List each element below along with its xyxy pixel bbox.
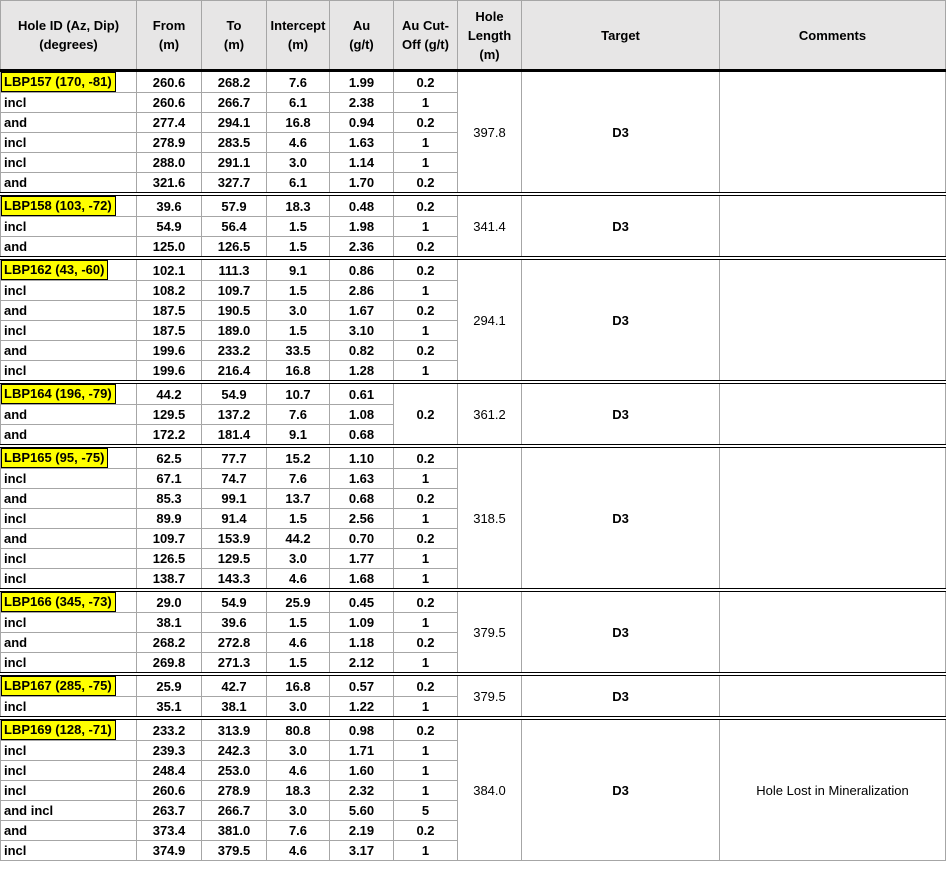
hole-length-cell: 384.0 — [458, 718, 522, 861]
from-cell: 38.1 — [137, 613, 202, 633]
target-cell: D3 — [522, 71, 720, 195]
cutoff-cell: 1 — [394, 697, 458, 719]
interval-label: incl — [1, 469, 137, 489]
from-cell: 233.2 — [137, 718, 202, 741]
interval-label: and — [1, 425, 137, 447]
comments-cell — [720, 71, 946, 195]
hole-length-cell: 318.5 — [458, 446, 522, 590]
table-row — [1, 674, 946, 697]
au-cell: 1.71 — [330, 741, 394, 761]
to-cell: 216.4 — [202, 361, 267, 383]
to-cell: 77.7 — [202, 446, 267, 469]
from-cell: 29.0 — [137, 590, 202, 613]
au-cell: 1.99 — [330, 71, 394, 93]
from-cell: 25.9 — [137, 674, 202, 697]
to-cell: 283.5 — [202, 133, 267, 153]
au-cell: 1.77 — [330, 549, 394, 569]
intercept-cell: 1.5 — [267, 509, 330, 529]
cutoff-cell: 0.2 — [394, 113, 458, 133]
hole-group — [1, 590, 946, 674]
intercept-cell: 3.0 — [267, 741, 330, 761]
intercept-cell: 6.1 — [267, 173, 330, 195]
cutoff-cell: 0.2 — [394, 301, 458, 321]
to-cell: 137.2 — [202, 405, 267, 425]
interval-label: and — [1, 821, 137, 841]
intercept-cell: 10.7 — [267, 382, 330, 405]
target-cell: D3 — [522, 258, 720, 382]
cutoff-cell: 1 — [394, 469, 458, 489]
intercept-cell: 3.0 — [267, 801, 330, 821]
hole-id-cell — [1, 382, 137, 405]
au-cell: 2.12 — [330, 653, 394, 675]
interval-label: incl — [1, 569, 137, 591]
hole-id-cell — [1, 194, 137, 217]
table-row — [1, 194, 946, 217]
intercept-cell: 1.5 — [267, 653, 330, 675]
cutoff-cell: 0.2 — [394, 821, 458, 841]
from-cell: 239.3 — [137, 741, 202, 761]
intercept-cell: 4.6 — [267, 841, 330, 861]
cutoff-cell: 1 — [394, 321, 458, 341]
cutoff-cell: 1 — [394, 741, 458, 761]
cutoff-cell: 1 — [394, 549, 458, 569]
intercept-cell: 16.8 — [267, 674, 330, 697]
from-cell: 102.1 — [137, 258, 202, 281]
hole-group — [1, 718, 946, 861]
intercept-cell: 4.6 — [267, 133, 330, 153]
intercept-cell: 9.1 — [267, 425, 330, 447]
header-length: Hole Length (m) — [458, 1, 522, 71]
hole-id-label: LBP162 (43, -60) — [1, 260, 108, 280]
target-cell: D3 — [522, 590, 720, 674]
to-cell: 38.1 — [202, 697, 267, 719]
from-cell: 269.8 — [137, 653, 202, 675]
from-cell: 126.5 — [137, 549, 202, 569]
cutoff-cell: 1 — [394, 781, 458, 801]
interval-label: and incl — [1, 801, 137, 821]
au-cell: 0.61 — [330, 382, 394, 405]
cutoff-cell: 1 — [394, 153, 458, 173]
cutoff-cell: 0.2 — [394, 489, 458, 509]
interval-label: incl — [1, 741, 137, 761]
from-cell: 138.7 — [137, 569, 202, 591]
au-cell: 0.57 — [330, 674, 394, 697]
from-cell: 268.2 — [137, 633, 202, 653]
intercept-cell: 7.6 — [267, 71, 330, 93]
hole-id-label: LBP167 (285, -75) — [1, 676, 116, 696]
au-cell: 2.86 — [330, 281, 394, 301]
au-cell: 1.70 — [330, 173, 394, 195]
cutoff-cell: 1 — [394, 361, 458, 383]
target-cell: D3 — [522, 718, 720, 861]
to-cell: 266.7 — [202, 93, 267, 113]
intercept-cell: 1.5 — [267, 613, 330, 633]
hole-id-cell — [1, 674, 137, 697]
au-cell: 0.68 — [330, 489, 394, 509]
intercept-cell: 16.8 — [267, 113, 330, 133]
to-cell: 242.3 — [202, 741, 267, 761]
au-cell: 1.09 — [330, 613, 394, 633]
to-cell: 91.4 — [202, 509, 267, 529]
intercept-cell: 44.2 — [267, 529, 330, 549]
hole-group — [1, 382, 946, 446]
hole-id-label: LBP166 (345, -73) — [1, 592, 116, 612]
au-cell: 1.60 — [330, 761, 394, 781]
to-cell: 190.5 — [202, 301, 267, 321]
au-cell: 1.68 — [330, 569, 394, 591]
intercept-cell: 7.6 — [267, 405, 330, 425]
to-cell: 42.7 — [202, 674, 267, 697]
from-cell: 187.5 — [137, 321, 202, 341]
cutoff-cell: 0.2 — [394, 173, 458, 195]
from-cell: 54.9 — [137, 217, 202, 237]
cutoff-cell: 1 — [394, 569, 458, 591]
to-cell: 56.4 — [202, 217, 267, 237]
from-cell: 125.0 — [137, 237, 202, 259]
from-cell: 67.1 — [137, 469, 202, 489]
intercept-cell: 1.5 — [267, 237, 330, 259]
au-cell: 0.94 — [330, 113, 394, 133]
comments-cell — [720, 258, 946, 382]
from-cell: 199.6 — [137, 361, 202, 383]
interval-label: incl — [1, 133, 137, 153]
cutoff-cell: 1 — [394, 93, 458, 113]
intercept-cell: 18.3 — [267, 781, 330, 801]
from-cell: 85.3 — [137, 489, 202, 509]
to-cell: 126.5 — [202, 237, 267, 259]
to-cell: 313.9 — [202, 718, 267, 741]
hole-id-cell — [1, 258, 137, 281]
interval-label: and — [1, 405, 137, 425]
from-cell: 129.5 — [137, 405, 202, 425]
au-cell: 1.14 — [330, 153, 394, 173]
cutoff-cell: 0.2 — [394, 258, 458, 281]
intercept-cell: 25.9 — [267, 590, 330, 613]
header-au: Au (g/t) — [330, 1, 394, 71]
intercept-cell: 4.6 — [267, 569, 330, 591]
from-cell: 248.4 — [137, 761, 202, 781]
from-cell: 172.2 — [137, 425, 202, 447]
table-row — [1, 71, 946, 93]
to-cell: 294.1 — [202, 113, 267, 133]
au-cell: 2.36 — [330, 237, 394, 259]
header-hole-id: Hole ID (Az, Dip) (degrees) — [1, 1, 137, 71]
interval-label: and — [1, 529, 137, 549]
cutoff-cell: 5 — [394, 801, 458, 821]
to-cell: 54.9 — [202, 590, 267, 613]
header-target: Target — [522, 1, 720, 71]
from-cell: 374.9 — [137, 841, 202, 861]
interval-label: incl — [1, 761, 137, 781]
cutoff-cell: 1 — [394, 133, 458, 153]
interval-label: incl — [1, 93, 137, 113]
hole-id-label: LBP165 (95, -75) — [1, 448, 108, 468]
to-cell: 57.9 — [202, 194, 267, 217]
hole-length-cell: 294.1 — [458, 258, 522, 382]
interval-label: incl — [1, 549, 137, 569]
au-cell: 0.82 — [330, 341, 394, 361]
cutoff-cell: 0.2 — [394, 674, 458, 697]
intercept-cell: 9.1 — [267, 258, 330, 281]
to-cell: 99.1 — [202, 489, 267, 509]
au-cell: 0.98 — [330, 718, 394, 741]
hole-id-label: LBP157 (170, -81) — [1, 72, 116, 92]
from-cell: 263.7 — [137, 801, 202, 821]
interval-label: incl — [1, 217, 137, 237]
header-row — [1, 1, 946, 71]
hole-group — [1, 258, 946, 382]
au-cell: 1.98 — [330, 217, 394, 237]
interval-label: and — [1, 341, 137, 361]
cutoff-cell: 0.2 — [394, 633, 458, 653]
interval-label: and — [1, 633, 137, 653]
from-cell: 288.0 — [137, 153, 202, 173]
hole-id-cell — [1, 718, 137, 741]
hole-id-label: LBP164 (196, -79) — [1, 384, 116, 404]
to-cell: 111.3 — [202, 258, 267, 281]
interval-label: incl — [1, 653, 137, 675]
table-row — [1, 382, 946, 405]
intercept-cell: 80.8 — [267, 718, 330, 741]
hole-id-cell — [1, 71, 137, 93]
interval-label: incl — [1, 321, 137, 341]
to-cell: 109.7 — [202, 281, 267, 301]
from-cell: 278.9 — [137, 133, 202, 153]
from-cell: 35.1 — [137, 697, 202, 719]
target-cell: D3 — [522, 446, 720, 590]
intercept-cell: 18.3 — [267, 194, 330, 217]
header-cutoff: Au Cut-Off (g/t) — [394, 1, 458, 71]
au-cell: 5.60 — [330, 801, 394, 821]
interval-label: incl — [1, 361, 137, 383]
intercept-cell: 3.0 — [267, 153, 330, 173]
cutoff-cell: 0.2 — [394, 718, 458, 741]
cutoff-cell: 1 — [394, 761, 458, 781]
target-cell: D3 — [522, 674, 720, 718]
interval-label: incl — [1, 509, 137, 529]
au-cell: 1.22 — [330, 697, 394, 719]
cutoff-cell: 0.2 — [394, 382, 458, 446]
to-cell: 253.0 — [202, 761, 267, 781]
cutoff-cell: 0.2 — [394, 529, 458, 549]
header-from: From (m) — [137, 1, 202, 71]
header-to: To (m) — [202, 1, 267, 71]
au-cell: 1.18 — [330, 633, 394, 653]
to-cell: 129.5 — [202, 549, 267, 569]
interval-label: incl — [1, 697, 137, 719]
from-cell: 62.5 — [137, 446, 202, 469]
interval-label: and — [1, 489, 137, 509]
to-cell: 379.5 — [202, 841, 267, 861]
interval-label: incl — [1, 841, 137, 861]
intercept-cell: 16.8 — [267, 361, 330, 383]
cutoff-cell: 0.2 — [394, 446, 458, 469]
hole-id-cell — [1, 590, 137, 613]
interval-label: incl — [1, 281, 137, 301]
intercept-cell: 3.0 — [267, 549, 330, 569]
intercept-cell: 1.5 — [267, 281, 330, 301]
to-cell: 181.4 — [202, 425, 267, 447]
header-comments: Comments — [720, 1, 946, 71]
cutoff-cell: 0.2 — [394, 71, 458, 93]
interval-label: and — [1, 173, 137, 195]
interval-label: and — [1, 113, 137, 133]
hole-id-label: LBP158 (103, -72) — [1, 196, 116, 216]
comments-cell — [720, 446, 946, 590]
cutoff-cell: 1 — [394, 281, 458, 301]
comments-cell — [720, 590, 946, 674]
to-cell: 271.3 — [202, 653, 267, 675]
hole-id-label: LBP169 (128, -71) — [1, 720, 116, 740]
au-cell: 2.56 — [330, 509, 394, 529]
table-row — [1, 718, 946, 741]
au-cell: 3.17 — [330, 841, 394, 861]
au-cell: 2.38 — [330, 93, 394, 113]
interval-label: and — [1, 237, 137, 259]
from-cell: 199.6 — [137, 341, 202, 361]
au-cell: 0.86 — [330, 258, 394, 281]
to-cell: 54.9 — [202, 382, 267, 405]
hole-length-cell: 397.8 — [458, 71, 522, 195]
intercept-cell: 7.6 — [267, 469, 330, 489]
intercept-cell: 13.7 — [267, 489, 330, 509]
to-cell: 272.8 — [202, 633, 267, 653]
hole-group — [1, 194, 946, 258]
intercept-cell: 33.5 — [267, 341, 330, 361]
au-cell: 0.48 — [330, 194, 394, 217]
intercept-cell: 3.0 — [267, 301, 330, 321]
from-cell: 44.2 — [137, 382, 202, 405]
au-cell: 0.68 — [330, 425, 394, 447]
au-cell: 1.63 — [330, 469, 394, 489]
au-cell: 2.19 — [330, 821, 394, 841]
target-cell: D3 — [522, 382, 720, 446]
cutoff-cell: 1 — [394, 613, 458, 633]
from-cell: 277.4 — [137, 113, 202, 133]
intercept-cell: 3.0 — [267, 697, 330, 719]
intercept-cell: 4.6 — [267, 633, 330, 653]
au-cell: 2.32 — [330, 781, 394, 801]
au-cell: 1.08 — [330, 405, 394, 425]
from-cell: 89.9 — [137, 509, 202, 529]
intercept-cell: 15.2 — [267, 446, 330, 469]
to-cell: 39.6 — [202, 613, 267, 633]
au-cell: 1.63 — [330, 133, 394, 153]
to-cell: 74.7 — [202, 469, 267, 489]
hole-length-cell: 379.5 — [458, 674, 522, 718]
intercept-cell: 7.6 — [267, 821, 330, 841]
interval-label: incl — [1, 153, 137, 173]
to-cell: 233.2 — [202, 341, 267, 361]
comments-cell — [720, 194, 946, 258]
au-cell: 3.10 — [330, 321, 394, 341]
from-cell: 373.4 — [137, 821, 202, 841]
to-cell: 153.9 — [202, 529, 267, 549]
cutoff-cell: 1 — [394, 653, 458, 675]
interval-label: incl — [1, 613, 137, 633]
intercept-cell: 4.6 — [267, 761, 330, 781]
from-cell: 260.6 — [137, 93, 202, 113]
intercept-cell: 1.5 — [267, 217, 330, 237]
to-cell: 143.3 — [202, 569, 267, 591]
table-row — [1, 258, 946, 281]
from-cell: 321.6 — [137, 173, 202, 195]
cutoff-cell: 0.2 — [394, 590, 458, 613]
comments-cell — [720, 382, 946, 446]
hole-length-cell: 361.2 — [458, 382, 522, 446]
header-intercept: Intercept (m) — [267, 1, 330, 71]
hole-id-cell — [1, 446, 137, 469]
from-cell: 187.5 — [137, 301, 202, 321]
from-cell: 109.7 — [137, 529, 202, 549]
to-cell: 266.7 — [202, 801, 267, 821]
from-cell: 39.6 — [137, 194, 202, 217]
to-cell: 327.7 — [202, 173, 267, 195]
hole-group — [1, 446, 946, 590]
table-row — [1, 446, 946, 469]
au-cell: 1.10 — [330, 446, 394, 469]
interval-label: and — [1, 301, 137, 321]
from-cell: 260.6 — [137, 71, 202, 93]
comments-cell: Hole Lost in Mineralization — [720, 718, 946, 861]
cutoff-cell: 0.2 — [394, 194, 458, 217]
to-cell: 278.9 — [202, 781, 267, 801]
table-row — [1, 590, 946, 613]
intercept-cell: 1.5 — [267, 321, 330, 341]
cutoff-cell: 0.2 — [394, 237, 458, 259]
hole-group — [1, 674, 946, 718]
au-cell: 1.28 — [330, 361, 394, 383]
hole-length-cell: 379.5 — [458, 590, 522, 674]
to-cell: 189.0 — [202, 321, 267, 341]
au-cell: 0.70 — [330, 529, 394, 549]
interval-label: incl — [1, 781, 137, 801]
cutoff-cell: 0.2 — [394, 341, 458, 361]
to-cell: 268.2 — [202, 71, 267, 93]
cutoff-cell: 1 — [394, 509, 458, 529]
cutoff-cell: 1 — [394, 217, 458, 237]
to-cell: 381.0 — [202, 821, 267, 841]
from-cell: 108.2 — [137, 281, 202, 301]
from-cell: 260.6 — [137, 781, 202, 801]
cutoff-cell: 1 — [394, 841, 458, 861]
target-cell: D3 — [522, 194, 720, 258]
hole-group — [1, 71, 946, 195]
intercept-cell: 6.1 — [267, 93, 330, 113]
to-cell: 291.1 — [202, 153, 267, 173]
hole-length-cell: 341.4 — [458, 194, 522, 258]
comments-cell — [720, 674, 946, 718]
au-cell: 1.67 — [330, 301, 394, 321]
au-cell: 0.45 — [330, 590, 394, 613]
